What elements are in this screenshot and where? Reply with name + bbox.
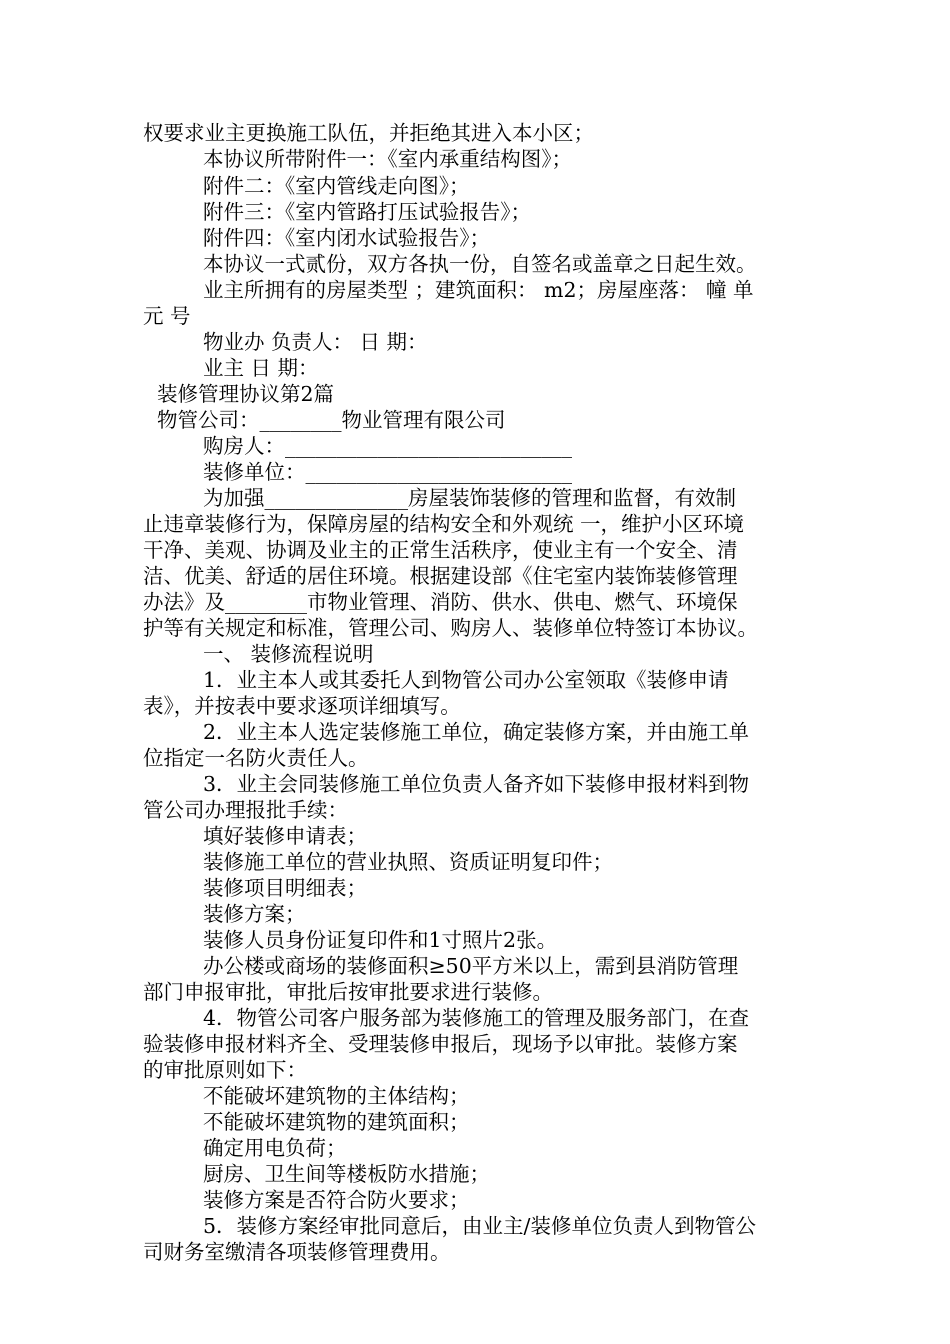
text-line: 装修单位：__________________________ bbox=[203, 460, 572, 484]
text-line: 部门申报审批，审批后按审批要求进行装修。 bbox=[143, 980, 553, 1004]
text-line: 物业办 负责人： 日 期： bbox=[203, 330, 428, 354]
text-line: 3．业主会同装修施工单位负责人备齐如下装修申报材料到物 bbox=[203, 772, 750, 796]
text-line: 附件二：《室内管线走向图》； bbox=[203, 174, 470, 198]
text-line: 4．物管公司客户服务部为装修施工的管理及服务部门，在查 bbox=[203, 1006, 750, 1030]
text-line: 装修项目明细表； bbox=[203, 876, 367, 900]
text-line: 办法》及________市物业管理、消防、供水、供电、燃气、环境保 bbox=[143, 590, 738, 614]
text-line: 司财务室缴清各项装修管理费用。 bbox=[143, 1240, 451, 1264]
text-line: 一、 装修流程说明 bbox=[203, 642, 374, 666]
text-line: 购房人：____________________________ bbox=[203, 434, 572, 458]
text-line: 附件四：《室内闭水试验报告》； bbox=[203, 226, 490, 250]
text-line: 验装修申报材料齐全、受理装修申报后，现场予以审批。装修方案 bbox=[143, 1032, 738, 1056]
text-line: 本协议所带附件一：《室内承重结构图》； bbox=[203, 147, 572, 171]
text-line: 的审批原则如下： bbox=[143, 1058, 307, 1082]
text-line: 不能破坏建筑物的主体结构； bbox=[203, 1084, 470, 1108]
text-line: 表》，并按表中要求逐项详细填写。 bbox=[143, 694, 461, 718]
text-line: 装修施工单位的营业执照、资质证明复印件； bbox=[203, 850, 613, 874]
text-line: 业主所拥有的房屋类型 ；建筑面积： m2；房屋座落： 幢 单 bbox=[203, 278, 754, 302]
text-line: 洁、优美、舒适的居住环境。根据建设部《住宅室内装饰装修管理 bbox=[143, 564, 738, 588]
text-line: 装修方案； bbox=[203, 902, 306, 926]
text-line: 护等有关规定和标准，管理公司、购房人、装修单位特签订本协议。 bbox=[143, 616, 758, 640]
text-line: 物管公司：________物业管理有限公司 bbox=[157, 408, 506, 432]
text-line: 元 号 bbox=[143, 304, 191, 328]
text-line: 为加强______________房屋装饰装修的管理和监督，有效制 bbox=[203, 486, 736, 510]
text-line: 业主 日 期： bbox=[203, 356, 319, 380]
text-line: 确定用电负荷； bbox=[203, 1136, 347, 1160]
text-line: 办公楼或商场的装修面积≥50平方米以上，需到县消防管理 bbox=[203, 954, 739, 978]
text-line: 厨房、卫生间等楼板防水措施； bbox=[203, 1162, 490, 1186]
text-line: 权要求业主更换施工队伍，并拒绝其进入本小区； bbox=[143, 121, 594, 145]
text-line: 填好装修申请表； bbox=[203, 824, 367, 848]
text-line: 不能破坏建筑物的建筑面积； bbox=[203, 1110, 470, 1134]
text-line: 管公司办理报批手续： bbox=[143, 798, 348, 822]
text-line: 1．业主本人或其委托人到物管公司办公室领取《装修申请 bbox=[203, 668, 729, 692]
text-line: 位指定一名防火责任人。 bbox=[143, 746, 369, 770]
text-line: 止违章装修行为，保障房屋的结构安全和外观统 一，维护小区环境 bbox=[143, 512, 745, 536]
section-title: 装修管理协议第2篇 bbox=[157, 382, 335, 406]
text-line: 5．装修方案经审批同意后，由业主/装修单位负责人到物管公 bbox=[203, 1214, 756, 1238]
text-line: 装修人员身份证复印件和1寸照片2张。 bbox=[203, 928, 558, 952]
text-line: 本协议一式贰份，双方各执一份，自签名或盖章之日起生效。 bbox=[203, 252, 757, 276]
text-line: 干净、美观、协调及业主的正常生活秩序，使业主有一个安全、清 bbox=[143, 538, 738, 562]
text-line: 附件三：《室内管路打压试验报告》； bbox=[203, 200, 531, 224]
text-line: 装修方案是否符合防火要求； bbox=[203, 1188, 470, 1212]
text-line: 2．业主本人选定装修施工单位，确定装修方案，并由施工单 bbox=[203, 720, 750, 744]
